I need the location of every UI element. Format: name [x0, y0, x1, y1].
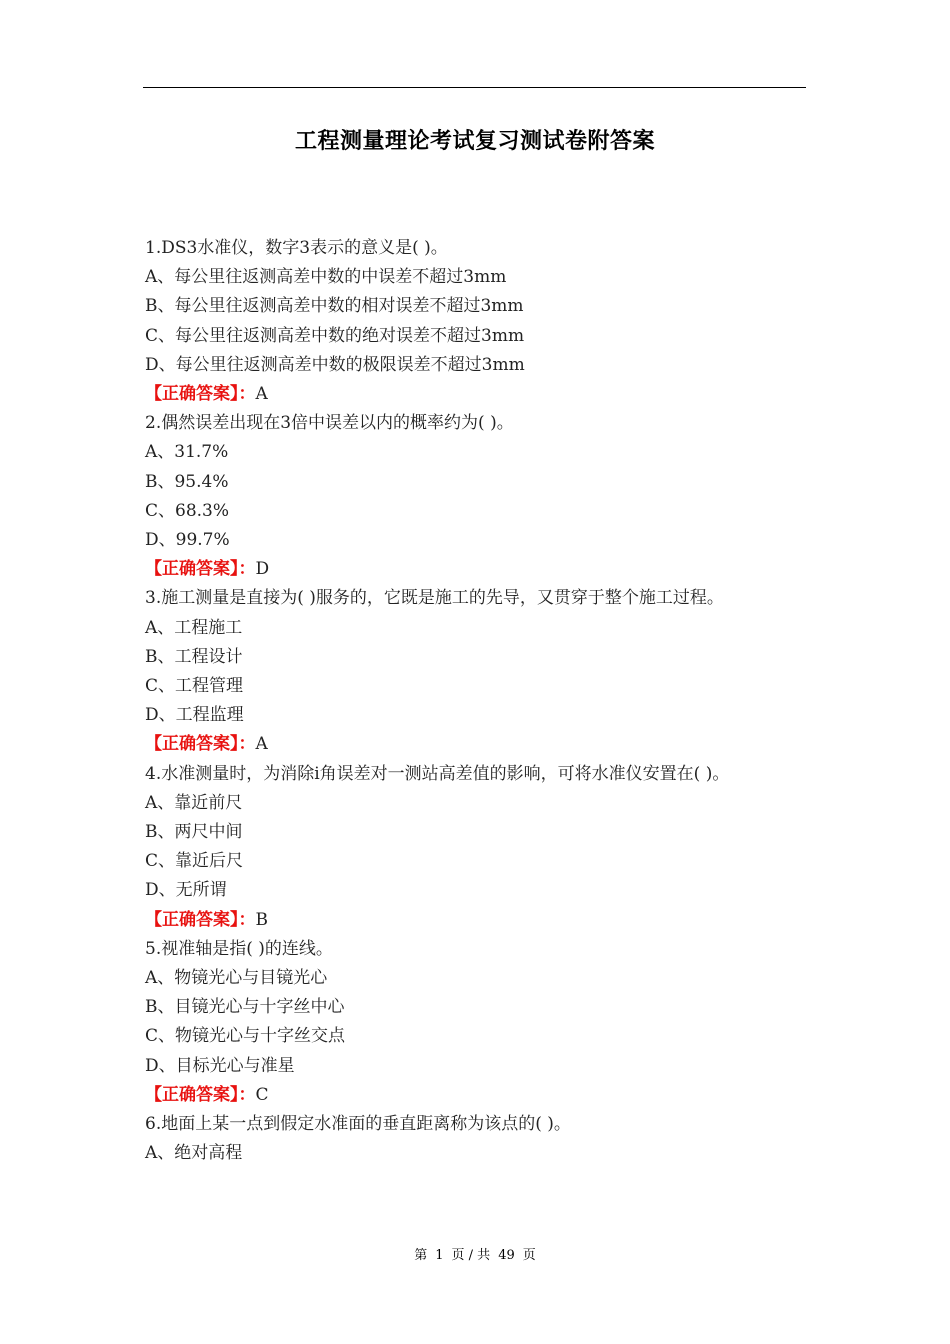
question-list [145, 234, 810, 1169]
answer-line [145, 1081, 810, 1110]
option-b: B、目镜光心与十字丝中心 [145, 997, 345, 1018]
footer-mid: 页 / 共 [451, 1248, 491, 1263]
question-1 [145, 234, 810, 409]
answer-line [145, 380, 810, 409]
option-a: A、31.7% [145, 442, 229, 463]
option-c: C、每公里往返测高差中数的绝对误差不超过3mm [145, 325, 525, 346]
option-c: C、工程管理 [145, 676, 244, 697]
option-b: B、工程设计 [145, 646, 243, 667]
option-a: A、每公里往返测高差中数的中误差不超过3mm [145, 267, 507, 288]
question-stem: 3.施工测量是直接为( )服务的，它既是施工的先导，又贯穿于整个施工过程。 [145, 588, 724, 609]
total-pages: 49 [498, 1248, 515, 1263]
option-d: D、每公里往返测高差中数的极限误差不超过3mm [145, 354, 525, 375]
option-c: C、物镜光心与十字丝交点 [145, 1026, 346, 1047]
option-b: B、两尺中间 [145, 822, 243, 843]
answer-value: B [255, 909, 268, 930]
question-stem: 4.水准测量时，为消除i角误差对一测站高差值的影响，可将水准仪安置在( )。 [145, 763, 730, 784]
option-a: A、工程施工 [145, 617, 243, 638]
answer-label: 【正确答案】： [145, 734, 256, 755]
option-c: C、靠近后尺 [145, 851, 244, 872]
option-d: D、目标光心与准星 [145, 1055, 295, 1076]
question-stem: 6.地面上某一点到假定水准面的垂直距离称为该点的( )。 [145, 1114, 571, 1135]
answer-value: D [255, 559, 270, 580]
answer-label: 【正确答案】： [145, 384, 256, 405]
option-c: C、68.3% [145, 500, 230, 521]
header-rule [143, 87, 806, 88]
answer-line [145, 555, 810, 584]
answer-label: 【正确答案】： [145, 559, 256, 580]
question-6 [145, 1110, 810, 1168]
page-footer [0, 1244, 950, 1263]
option-d: D、99.7% [145, 530, 230, 551]
footer-prefix: 第 [414, 1248, 428, 1263]
option-d: D、工程监理 [145, 705, 244, 726]
question-3 [145, 584, 810, 759]
option-b: B、95.4% [145, 471, 229, 492]
answer-line [145, 730, 810, 759]
question-stem: 1.DS3水准仪，数字3表示的意义是( )。 [145, 238, 448, 258]
answer-value: C [255, 1084, 269, 1105]
document-title: 工程测量理论考试复习测试卷附答案 [294, 128, 655, 154]
answer-line [145, 906, 810, 935]
option-b: B、每公里往返测高差中数的相对误差不超过3mm [145, 296, 524, 317]
option-a: A、物镜光心与目镜光心 [145, 968, 328, 989]
question-stem: 2.偶然误差出现在3倍中误差以内的概率约为( )。 [145, 413, 514, 434]
option-d: D、无所谓 [145, 880, 227, 901]
answer-value: A [255, 734, 268, 755]
answer-label: 【正确答案】： [145, 909, 256, 930]
question-2 [145, 409, 810, 584]
page-number: 1 [435, 1248, 444, 1263]
option-a: A、靠近前尺 [145, 792, 243, 813]
option-a: A、绝对高程 [145, 1143, 243, 1164]
answer-value: A [255, 384, 268, 405]
question-stem: 5.视准轴是指( )的连线。 [145, 938, 333, 959]
answer-label: 【正确答案】： [145, 1084, 256, 1105]
question-5 [145, 935, 810, 1110]
footer-suffix: 页 [522, 1248, 536, 1263]
question-4 [145, 760, 810, 935]
